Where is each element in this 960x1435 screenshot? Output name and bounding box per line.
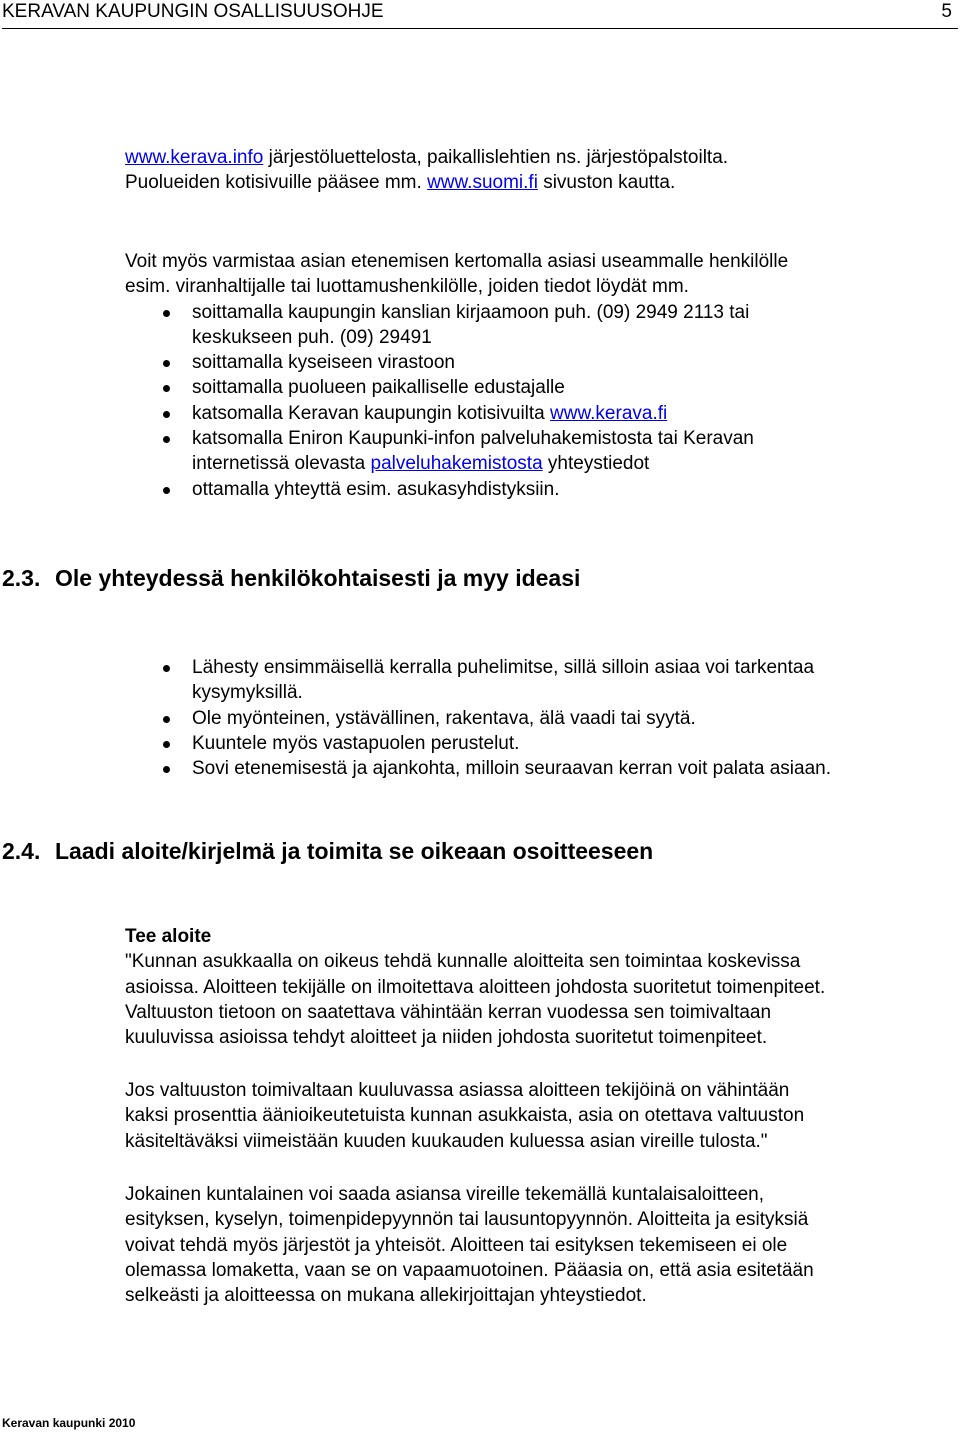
bullet-icon — [163, 766, 170, 773]
bullet-icon — [163, 487, 170, 494]
verify-line-1: Voit myös varmistaa asian etenemisen kertomalla asiasi useammalle henkilölle — [125, 251, 789, 272]
list-item: Kuuntele myös vastapuolen perustelut. — [0, 731, 955, 756]
palveluhakemisto-link[interactable]: palveluhakemistosta — [370, 453, 543, 475]
bullet-icon — [163, 436, 170, 443]
paragraph-2 — [125, 1078, 955, 1154]
paragraph-line: kaksi prosenttia äänioikeutetuista kunnan asukkaista, asia on otettava valtuuston — [125, 1105, 805, 1127]
list-item: Sovi etenemisestä ja ajankohta, milloin seuraavan kerran voit palata asiaan. — [0, 756, 955, 781]
bullet-icon — [163, 360, 170, 367]
paragraph-line: voivat tehdä myös järjestöt ja yhteisöt. Aloitteen tai esityksen tekemiseen ei ole — [125, 1234, 788, 1256]
list-item: katsomalla Keravan kaupungin kotisivuilta www.kerava.fi — [0, 401, 955, 426]
subheading: Tee aloite — [125, 926, 212, 947]
paragraph-line: käsiteltäväksi viimeistään kuuden kuukauden kuluessa asian vireille tulosta." — [125, 1130, 768, 1152]
paragraph-line: kuuluvissa asioissa tehdyt aloitteet ja niiden johdosta suoritetut toimenpiteet. — [125, 1027, 768, 1049]
verify-block — [125, 249, 955, 502]
kerava-info-link[interactable]: www.kerava.info — [125, 147, 264, 168]
section-2-4-body — [125, 924, 955, 1050]
tips-list — [125, 655, 955, 781]
paragraph-line: "Kunnan asukkaalla on oikeus tehdä kunnalle aloitteita sen toimintaa koskevissa — [125, 951, 801, 973]
page-number: 5 — [941, 1, 952, 22]
contact-list — [125, 300, 955, 502]
intro-block — [125, 145, 955, 196]
list-item: soittamalla kyseiseen virastoon — [0, 350, 955, 375]
bullet-icon — [163, 716, 170, 723]
paragraph-line: Jokainen kuntalainen voi saada asiansa vireille tekemällä kuntalaisaloitteen, — [125, 1184, 765, 1205]
paragraph-line: selkeästi ja aloitteessa on mukana allekirjoittajan yhteystiedot. — [125, 1285, 647, 1307]
kerava-fi-link[interactable]: www.kerava.fi — [550, 402, 668, 424]
intro-line-1: www.kerava.info järjestöluettelosta, paikallislehtien ns. järjestöpalstoilta. — [125, 147, 729, 168]
page-footer: Keravan kaupunki 2010 — [2, 1416, 136, 1430]
bullet-icon — [163, 411, 170, 418]
bullet-icon — [163, 385, 170, 392]
bullet-icon — [163, 741, 170, 748]
paragraph-3 — [125, 1182, 955, 1308]
paragraph-line: asioissa. Aloitteen tekijälle on ilmoitettava aloitteen johdosta suoritetut toimenpiteet. — [125, 976, 826, 998]
section-2-3-list-block — [125, 655, 955, 781]
suomi-fi-link[interactable]: www.suomi.fi — [427, 172, 538, 194]
section-number: 2.4. — [2, 838, 41, 864]
page-header — [2, 0, 958, 29]
list-item: ottamalla yhteyttä esim. asukasyhdistyksiin. — [0, 477, 955, 502]
paragraph-line: Valtuuston tietoon on saatettava vähintään kerran vuodessa sen toimivaltaan — [125, 1001, 772, 1023]
list-item: Lähesty ensimmäisellä kerralla puhelimitse, sillä silloin asiaa voi tarkentaa kysymyksillä. — [0, 655, 955, 706]
section-title: Laadi aloite/kirjelmä ja toimita se oikeaan osoitteeseen — [55, 838, 654, 864]
bullet-icon — [163, 310, 170, 317]
section-number: 2.3. — [2, 565, 41, 591]
list-item: Ole myönteinen, ystävällinen, rakentava, älä vaadi tai syytä. — [0, 706, 955, 731]
paragraph-line: olemassa lomaketta, vaan se on vapaamuotoinen. Pääasia on, että asia esitetään — [125, 1259, 814, 1281]
paragraph-line: Jos valtuuston toimivaltaan kuuluvassa asiassa aloitteen tekijöinä on vähintään — [125, 1080, 790, 1101]
document-title: KERAVAN KAUPUNGIN OSALLISUUSOHJE — [2, 1, 384, 22]
bullet-icon — [163, 665, 170, 672]
paragraph-1 — [125, 949, 955, 1050]
verify-line-2: esim. viranhaltijalle tai luottamushenkilölle, joiden tiedot löydät mm. — [125, 276, 689, 298]
section-title: Ole yhteydessä henkilökohtaisesti ja myy ideasi — [55, 565, 581, 591]
list-item: katsomalla Eniron Kaupunki-infon palveluhakemistosta tai Keravan internetissä olevasta palveluhakemistosta yhteystiedot — [0, 426, 955, 477]
list-item: soittamalla puolueen paikalliselle edustajalle — [0, 375, 955, 400]
paragraph-line: esityksen, kyselyn, toimenpidepyynnön tai lausuntopyynnön. Aloitteita ja esityksiä — [125, 1209, 809, 1231]
list-item: soittamalla kaupungin kanslian kirjaamoon puh. (09) 2949 2113 tai keskukseen puh. (09) 29491 — [0, 300, 955, 351]
intro-line-2: Puolueiden kotisivuille pääsee mm. www.suomi.fi sivuston kautta. — [125, 172, 676, 194]
